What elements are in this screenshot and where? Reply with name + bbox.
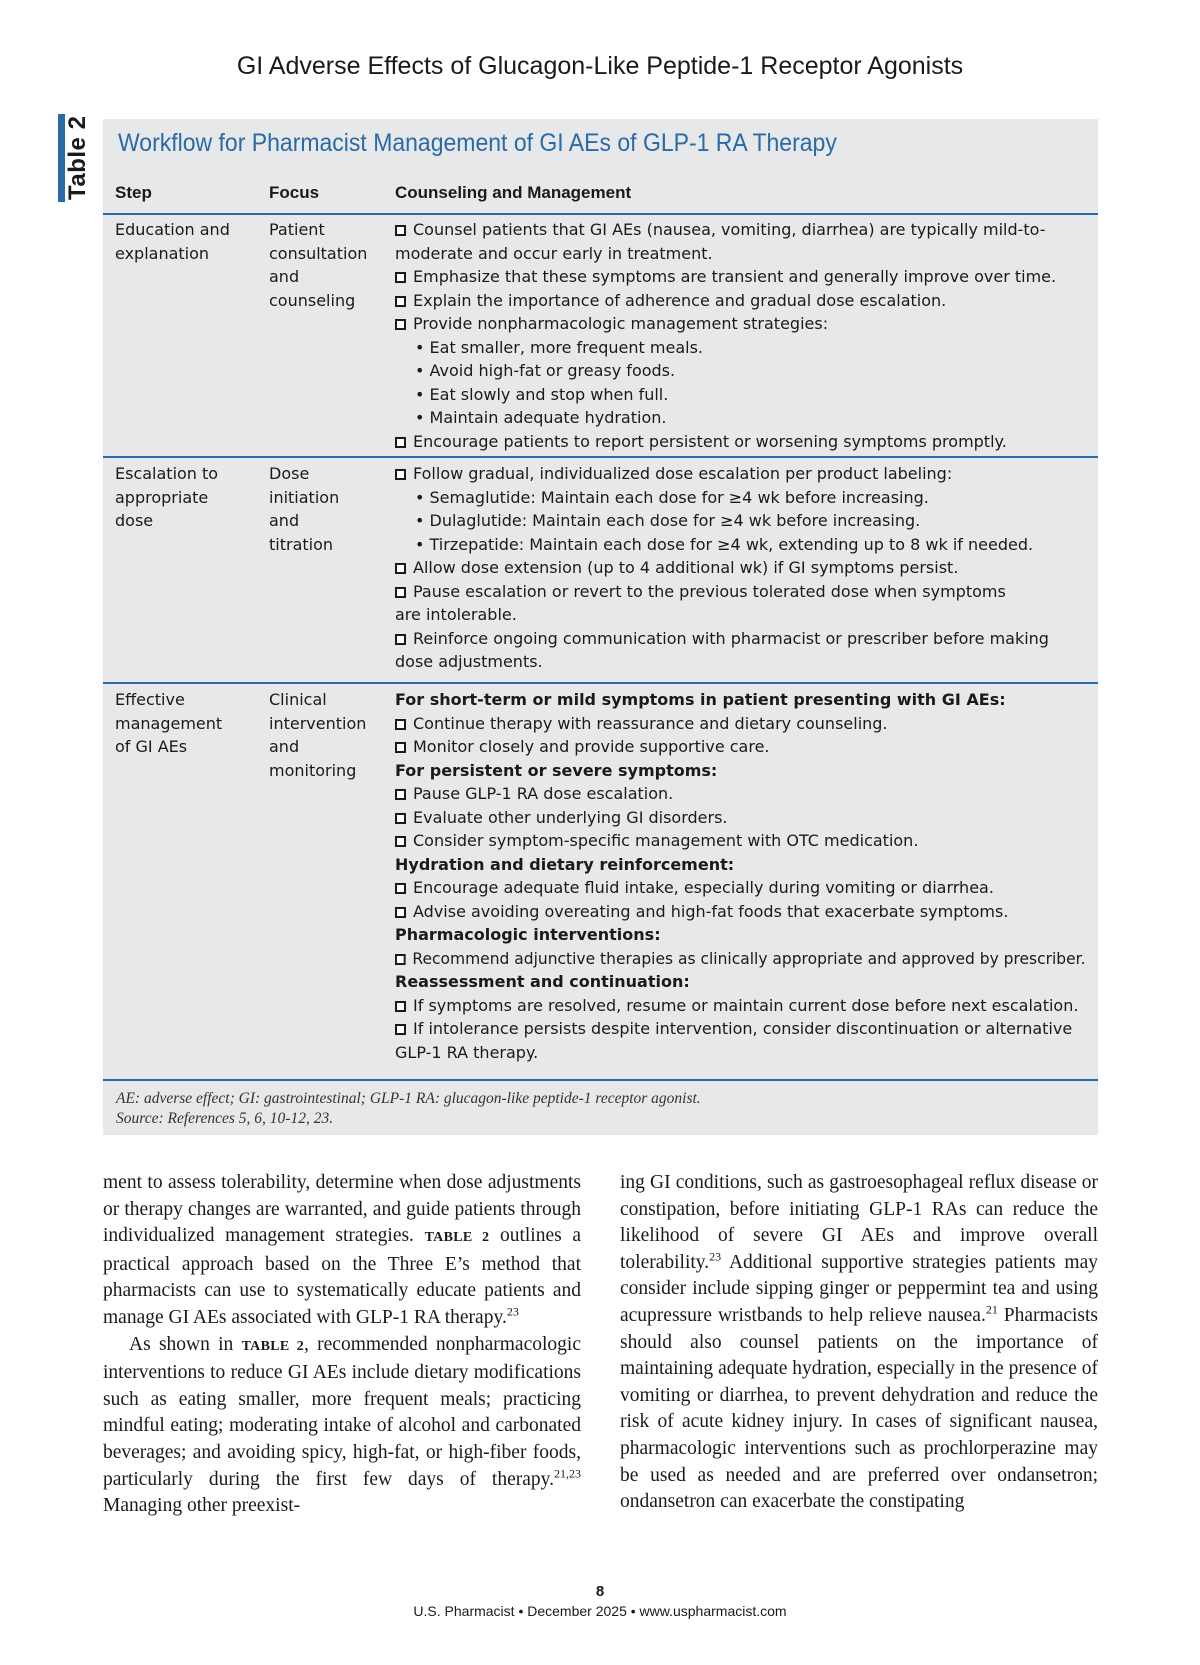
- checkbox-icon: [395, 907, 406, 918]
- focus-line: consultation: [269, 243, 368, 263]
- checkbox-icon: [395, 742, 406, 753]
- citation: 21: [985, 1302, 998, 1317]
- text-run: Pharmacists should also counsel patients on the importance of maintaining adequate hydration, especially in the presence of vomiting or diarrhea, to prevent dehydration and reduce the risk of acute kidney injury. In cases of significant nausea, pharmacologic interventions such as prochlorperazine may be used as needed and are preferred over ondansetron; ondansetron can exacerbate the constipating: [620, 1304, 1098, 1513]
- paragraph: [620, 1170, 1098, 1516]
- item-text: Allow dose extension (up to 4 additional wk) if GI symptoms persist.: [413, 558, 959, 577]
- subheading: For short-term or mild symptoms in patient presenting with GI AEs:: [395, 690, 1006, 709]
- header-counseling: Counseling and Management: [395, 183, 632, 202]
- checklist-item: [395, 900, 1085, 924]
- checkbox-icon: [395, 634, 406, 645]
- focus-line: Patient: [269, 220, 325, 239]
- text-run: Additional supportive strategies patients may consider include sipping ginger or peppermint tea and using acupressure wristbands to help relieve nausea.: [620, 1251, 1098, 1326]
- table-row-education: [103, 218, 1098, 451]
- item-continuation: are intolerable.: [395, 605, 517, 624]
- subheading: Pharmacologic interventions:: [395, 925, 661, 944]
- subheading: For persistent or severe symptoms:: [395, 760, 718, 780]
- table-row-escalation: [103, 462, 1098, 672]
- checklist-item: [395, 462, 1085, 486]
- checklist-item: [395, 218, 1085, 242]
- checkbox-icon: [395, 813, 406, 824]
- row-rule: [103, 682, 1098, 684]
- step-line: Escalation to: [115, 464, 219, 483]
- checkbox-icon: [395, 1001, 406, 1012]
- table-label: Table 2: [64, 115, 91, 201]
- checklist-item: [395, 312, 1085, 336]
- citation: 21,23: [554, 1466, 581, 1481]
- item-continuation: moderate and occur early in treatment.: [395, 243, 713, 263]
- checklist-item: [395, 265, 1085, 289]
- table-label-tab: [58, 114, 96, 202]
- checkbox-icon: [395, 469, 406, 480]
- item-text: Emphasize that these symptoms are transient and generally improve over time.: [413, 267, 1057, 286]
- table-reference: TABLE 2: [241, 1338, 304, 1354]
- item-text: Evaluate other underlying GI disorders.: [413, 807, 728, 827]
- focus-line: counseling: [269, 290, 356, 310]
- focus-line: and: [269, 511, 300, 530]
- item-text: Explain the importance of adherence and gradual dose escalation.: [413, 290, 947, 310]
- focus-line: Clinical: [269, 690, 327, 709]
- text-run: outlines a practical approach based on the Three E’s method that pharmacists can use to systematically educate patients and manage GI AEs associated with GLP-1 RA therapy.: [103, 1225, 581, 1328]
- focus-line: initiation: [269, 487, 340, 507]
- running-head: GI Adverse Effects of Glucagon-Like Peptide-1 Receptor Agonists: [236, 52, 964, 80]
- checkbox-icon: [395, 789, 406, 800]
- focus-line: and: [269, 737, 300, 756]
- table-header-row: [103, 179, 1098, 213]
- page-number: 8: [595, 1583, 605, 1600]
- row-rule: [103, 1079, 1098, 1081]
- text-run: ing GI conditions, such as gastroesophageal reflux disease or constipation, before initiating GLP-1 RAs can reduce the likelihood of severe GI AEs and improve overall tolerability.: [620, 1172, 1098, 1273]
- step-line: appropriate: [115, 487, 209, 507]
- step-line: Education and: [115, 220, 230, 239]
- text-run: ment to assess tolerability, determine when dose adjustments or therapy changes are warranted, and guide patients through individualized management strategies.: [103, 1172, 581, 1247]
- item-text: Advise avoiding overeating and high-fat foods that exacerbate symptoms.: [413, 901, 1009, 921]
- row-focus: [269, 688, 389, 782]
- checklist-item: [395, 829, 1085, 853]
- header-rule: [103, 213, 1098, 215]
- focus-line: Dose: [269, 464, 310, 483]
- checklist-item: [395, 735, 1085, 759]
- footnote-source: Source: References 5, 6, 10-12, 23.: [116, 1110, 334, 1127]
- body-column-right: [620, 1170, 1098, 1516]
- citation: 23: [709, 1249, 722, 1264]
- checkbox-icon: [395, 1024, 406, 1035]
- row-step: [115, 688, 263, 759]
- text-run: Managing other preexist-: [103, 1495, 301, 1517]
- focus-line: intervention: [269, 713, 367, 733]
- subheading: Hydration and dietary reinforcement:: [395, 854, 735, 874]
- row-counseling: [395, 462, 1085, 674]
- text-run: , recommended nonpharmacologic interventions to reduce GI AEs include dietary modifications such as eating smaller, more frequent meals; practicing mindful eating; moderating intake of alcohol and carbonated beverages; and avoiding spicy, high-fat, or high-fiber foods, particularly during the first few days of therapy.: [103, 1333, 581, 1490]
- subheading: Reassessment and continuation:: [395, 972, 690, 991]
- body-column-left: [103, 1170, 581, 1520]
- bullet-item: • Eat smaller, more frequent meals.: [415, 337, 703, 357]
- item-text: Reinforce ongoing communication with pharmacist or prescriber before making: [413, 628, 1049, 648]
- checkbox-icon: [395, 954, 406, 965]
- table-2: [103, 119, 1098, 1135]
- header-step: Step: [115, 183, 152, 202]
- focus-line: titration: [269, 534, 334, 554]
- bullet-item: • Tirzepatide: Maintain each dose for ≥4 wk, extending up to 8 wk if needed.: [415, 534, 1034, 554]
- checklist-item: [395, 782, 1085, 806]
- bullet-item: • Maintain adequate hydration.: [415, 408, 667, 427]
- checkbox-icon: [395, 225, 406, 236]
- row-focus: [269, 462, 389, 556]
- bullet-item: • Semaglutide: Maintain each dose for ≥4 wk before increasing.: [415, 487, 929, 507]
- item-text: If intolerance persists despite intervention, consider discontinuation or alternative: [413, 1019, 1073, 1038]
- item-text: Pause escalation or revert to the previous tolerated dose when symptoms: [413, 581, 1006, 601]
- checklist-item: [395, 580, 1085, 604]
- item-continuation: GLP-1 RA therapy.: [395, 1042, 539, 1062]
- checklist-item: [395, 430, 1085, 454]
- checklist-item: [395, 947, 1086, 971]
- item-text: Monitor closely and provide supportive care.: [413, 737, 770, 756]
- focus-line: monitoring: [269, 760, 357, 780]
- row-rule: [103, 456, 1098, 458]
- focus-line: and: [269, 267, 300, 286]
- item-text: Provide nonpharmacologic management strategies:: [413, 314, 829, 333]
- item-text: Consider symptom-specific management with OTC medication.: [413, 831, 919, 850]
- item-text: Encourage patients to report persistent or worsening symptoms promptly.: [413, 431, 1007, 451]
- table-row-management: [103, 688, 1098, 1068]
- item-text: Follow gradual, individualized dose escalation per product labeling:: [413, 464, 953, 483]
- checkbox-icon: [395, 296, 406, 307]
- step-line: Effective: [115, 690, 185, 709]
- step-line: dose: [115, 511, 154, 530]
- item-text: Continue therapy with reassurance and dietary counseling.: [413, 713, 888, 733]
- row-step: [115, 218, 263, 265]
- row-focus: [269, 218, 389, 312]
- checklist-item: [395, 876, 1085, 900]
- checkbox-icon: [395, 319, 406, 330]
- item-continuation: dose adjustments.: [395, 652, 543, 671]
- checklist-item: [395, 994, 1085, 1018]
- checkbox-icon: [395, 272, 406, 283]
- item-text: Pause GLP-1 RA dose escalation.: [413, 784, 674, 803]
- checkbox-icon: [395, 437, 406, 448]
- footnote-abbreviations: AE: adverse effect; GI: gastrointestinal; GLP-1 RA: glucagon-like peptide-1 receptor agonist.: [116, 1090, 701, 1107]
- checklist-item: [395, 806, 1085, 830]
- page-footer: U.S. Pharmacist • December 2025 • www.uspharmacist.com: [413, 1603, 787, 1619]
- item-text: If symptoms are resolved, resume or maintain current dose before next escalation.: [413, 995, 1079, 1015]
- checkbox-icon: [395, 563, 406, 574]
- header-focus: Focus: [269, 183, 320, 202]
- text-run: As shown in: [129, 1333, 242, 1355]
- checklist-item: [395, 627, 1085, 651]
- checklist-item: [395, 289, 1085, 313]
- paragraph: [103, 1332, 581, 1520]
- row-counseling: [395, 688, 1085, 1064]
- bullet-item: • Avoid high-fat or greasy foods.: [415, 361, 676, 380]
- bullet-item: • Eat slowly and stop when full.: [415, 384, 669, 404]
- checkbox-icon: [395, 587, 406, 598]
- table-reference: TABLE 2: [424, 1230, 490, 1246]
- item-text: Recommend adjunctive therapies as clinically appropriate and approved by prescriber.: [412, 948, 1086, 968]
- step-line: of GI AEs: [115, 737, 188, 756]
- item-text: Encourage adequate fluid intake, especially during vomiting or diarrhea.: [413, 878, 994, 897]
- table-footnote: [116, 1089, 1076, 1129]
- step-line: management: [115, 713, 223, 733]
- checkbox-icon: [395, 883, 406, 894]
- bullet-item: • Dulaglutide: Maintain each dose for ≥4 wk before increasing.: [415, 511, 921, 530]
- row-step: [115, 462, 263, 533]
- paragraph: [103, 1170, 581, 1332]
- checklist-item: [395, 712, 1085, 736]
- item-text: Counsel patients that GI AEs (nausea, vomiting, diarrhea) are typically mild-to-: [413, 220, 1046, 239]
- step-line: explanation: [115, 243, 210, 263]
- checkbox-icon: [395, 719, 406, 730]
- table-title: Workflow for Pharmacist Management of GI AEs of GLP-1 RA Therapy: [118, 129, 837, 157]
- checkbox-icon: [395, 836, 406, 847]
- row-counseling: [395, 218, 1085, 453]
- checklist-item: [395, 1017, 1085, 1041]
- citation: 23: [506, 1304, 519, 1319]
- checklist-item: [395, 556, 1085, 580]
